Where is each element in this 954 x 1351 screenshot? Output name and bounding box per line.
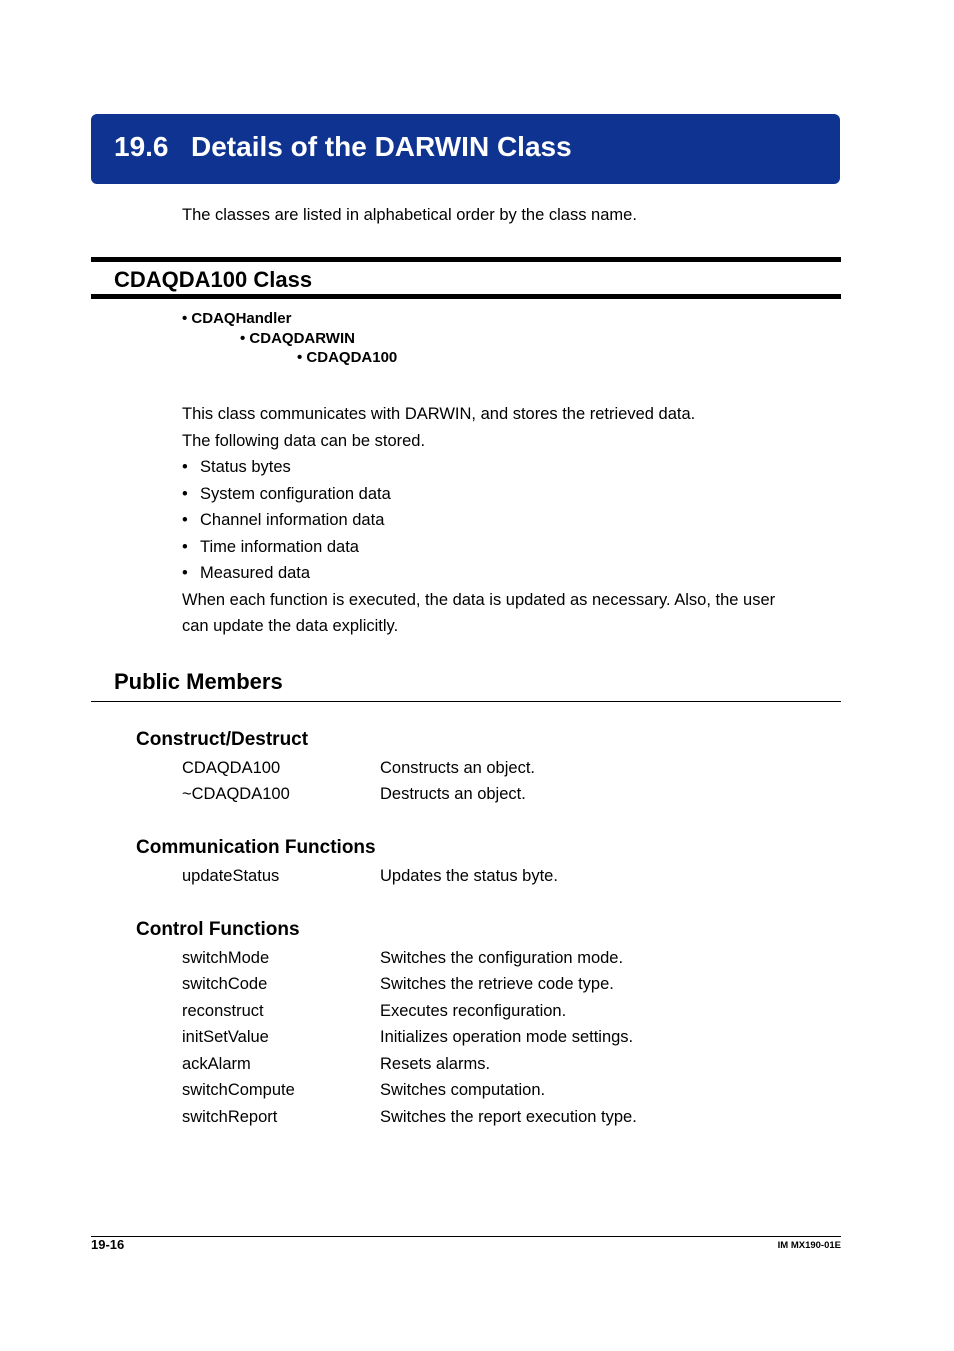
member-description: Destructs an object. [380, 785, 526, 803]
member-description: Initializes operation mode settings. [380, 1028, 634, 1046]
group-title-communication-functions: Communication Functions [136, 837, 376, 858]
member-name: CDAQDA100 [182, 759, 281, 777]
bullet-marker: • [182, 458, 188, 476]
hierarchy-level-3: • CDAQDA100 [297, 349, 398, 366]
hierarchy-level-1: • CDAQHandler [182, 310, 292, 327]
member-description: Resets alarms. [380, 1055, 491, 1073]
bullet-marker: • [182, 511, 188, 529]
bullet-text: Time information data [200, 538, 359, 556]
bullet-text: System configuration data [200, 485, 391, 503]
member-name: switchCode [182, 975, 268, 993]
member-name: reconstruct [182, 1002, 264, 1020]
member-name: ackAlarm [182, 1055, 251, 1073]
class-heading: CDAQDA100 Class [114, 267, 313, 292]
member-name: switchCompute [182, 1081, 295, 1099]
member-description: Switches computation. [380, 1081, 546, 1099]
group-title-construct-destruct: Construct/Destruct [136, 729, 309, 750]
class-description-2: The following data can be stored. [182, 432, 426, 450]
class-heading-rule-top [91, 257, 841, 262]
bullet-text: Channel information data [200, 511, 385, 529]
member-description: Switches the retrieve code type. [380, 975, 614, 993]
document-id: IM MX190-01E [777, 1240, 841, 1251]
class-closing-1: When each function is executed, the data is updated as necessary. Also, the user [182, 591, 776, 609]
section-number: 19.6 [114, 131, 169, 162]
member-description: Switches the report execution type. [380, 1108, 637, 1126]
public-members-rule [91, 701, 841, 702]
member-name: switchReport [182, 1108, 278, 1126]
class-heading-rule-bottom [91, 294, 841, 299]
class-closing-2: can update the data explicitly. [182, 617, 399, 635]
member-description: Updates the status byte. [380, 867, 558, 885]
section-title: Details of the DARWIN Class [191, 131, 572, 162]
member-name: initSetValue [182, 1028, 269, 1046]
member-description: Executes reconfiguration. [380, 1002, 567, 1020]
member-description: Switches the configuration mode. [380, 949, 624, 967]
member-description: Constructs an object. [380, 759, 535, 777]
footer-rule [91, 1236, 841, 1237]
member-name: ~CDAQDA100 [182, 785, 290, 803]
member-name: updateStatus [182, 867, 280, 885]
bullet-text: Measured data [200, 564, 311, 582]
member-name: switchMode [182, 949, 270, 967]
bullet-text: Status bytes [200, 458, 291, 476]
page-number: 19-16 [91, 1237, 125, 1252]
public-members-heading: Public Members [114, 669, 283, 694]
bullet-marker: • [182, 564, 188, 582]
class-description-1: This class communicates with DARWIN, and stores the retrieved data. [182, 405, 696, 423]
bullet-marker: • [182, 485, 188, 503]
bullet-marker: • [182, 538, 188, 556]
section-intro: The classes are listed in alphabetical order by the class name. [182, 206, 637, 224]
group-title-control-functions: Control Functions [136, 919, 300, 940]
hierarchy-level-2: • CDAQDARWIN [240, 330, 355, 347]
